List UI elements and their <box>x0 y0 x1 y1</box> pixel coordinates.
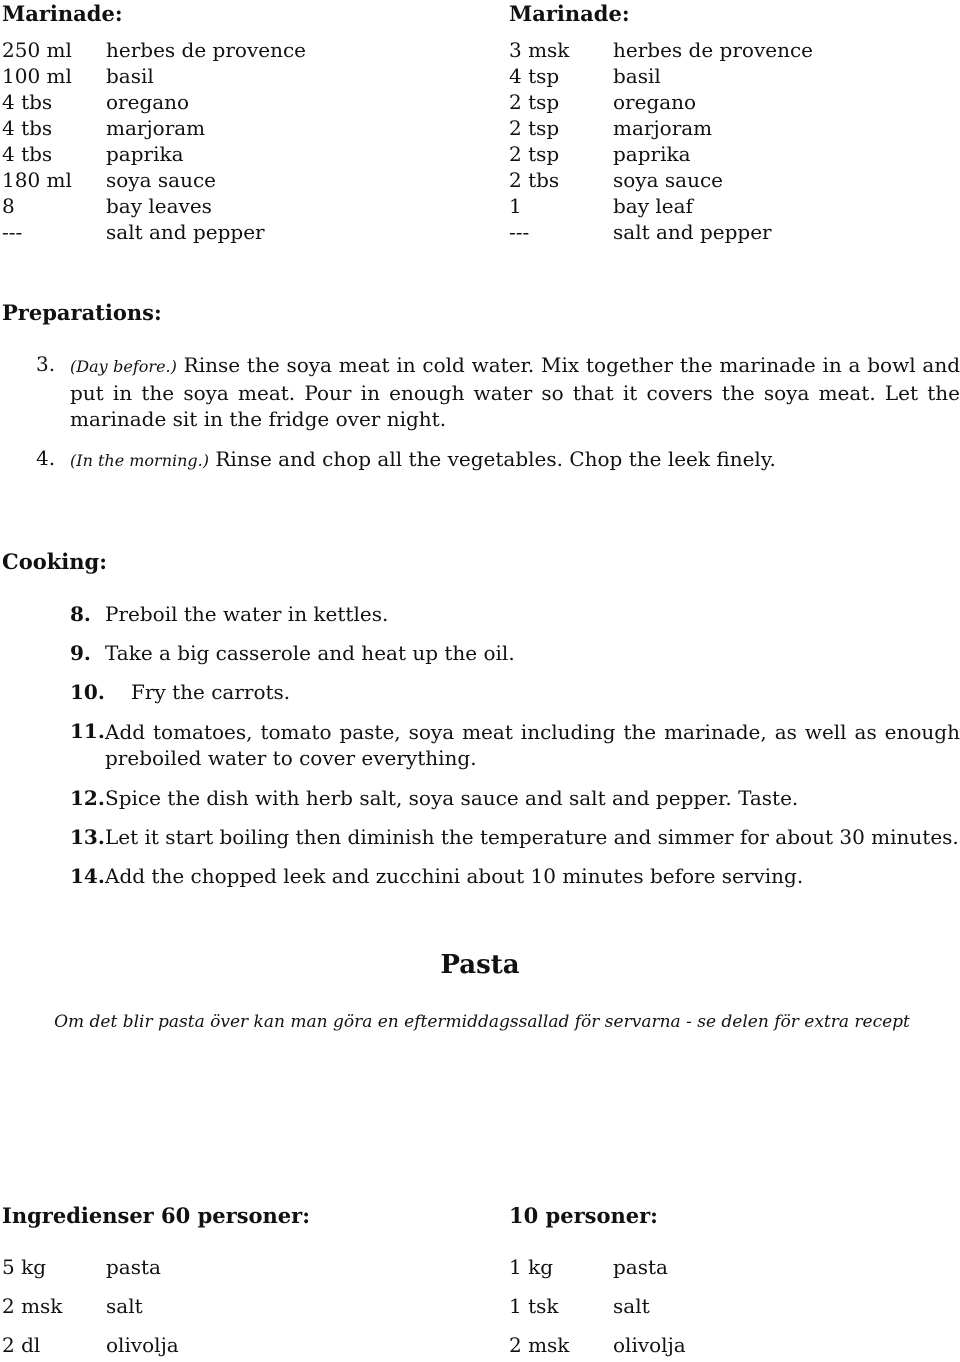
step-note: (Day before.) <box>70 357 177 376</box>
ingredient: pasta <box>613 1255 668 1279</box>
ingredient: soya sauce <box>106 168 216 192</box>
step-number: 3. <box>36 352 56 376</box>
cooking-step: Add tomatoes, tomato paste, soya meat including the marinade, as well as enough preboiled water to cover everything. <box>105 720 960 770</box>
cooking-step: Fry the carrots. <box>131 680 291 704</box>
cooking-step: Preboil the water in kettles. <box>105 602 389 626</box>
preparation-step <box>70 446 960 474</box>
ingredient: herbes de provence <box>106 38 306 62</box>
step-text: Rinse and chop all the vegetables. Chop the leek finely. <box>209 447 776 471</box>
quantity: 2 msk <box>509 1333 570 1357</box>
ingredient: oregano <box>106 90 190 114</box>
quantity: 3 msk <box>509 38 570 62</box>
cooking-heading: Cooking: <box>2 549 107 574</box>
quantity: 1 kg <box>509 1255 554 1279</box>
marinade-heading-left: Marinade: <box>2 1 123 26</box>
ingredient: salt <box>106 1294 143 1318</box>
cooking-step: Take a big casserole and heat up the oil. <box>105 641 515 665</box>
quantity: 2 tsp <box>509 142 560 166</box>
quantity: 4 tbs <box>2 142 53 166</box>
quantity: 1 <box>509 194 522 218</box>
quantity: 4 tsp <box>509 64 560 88</box>
marinade-heading-right: Marinade: <box>509 1 630 26</box>
quantity: 250 ml <box>2 38 72 62</box>
quantity: 4 tbs <box>2 116 53 140</box>
step-number: 14. <box>70 864 105 888</box>
quantity: --- <box>2 220 23 244</box>
quantity: 2 msk <box>2 1294 63 1318</box>
quantity: --- <box>509 220 530 244</box>
quantity: 180 ml <box>2 168 72 192</box>
quantity: 2 tsp <box>509 116 560 140</box>
ingredients-heading-right: 10 personer: <box>509 1203 658 1228</box>
step-number: 11. <box>70 719 105 743</box>
cooking-step: Let it start boiling then diminish the temperature and simmer for about 30 minutes. <box>105 825 959 849</box>
cooking-step: Add the chopped leek and zucchini about 10 minutes before serving. <box>105 864 804 888</box>
quantity: 5 kg <box>2 1255 47 1279</box>
ingredient: soya sauce <box>613 168 723 192</box>
quantity: 1 tsk <box>509 1294 559 1318</box>
step-number: 8. <box>70 602 91 626</box>
quantity: 100 ml <box>2 64 72 88</box>
ingredient: paprika <box>106 142 184 166</box>
ingredient: bay leaf <box>613 194 693 218</box>
ingredient: marjoram <box>106 116 206 140</box>
pasta-note: Om det blir pasta över kan man göra en eftermiddagssallad för servarna - se delen för extra recept <box>54 1012 910 1032</box>
ingredient: oregano <box>613 90 697 114</box>
quantity: 4 tbs <box>2 90 53 114</box>
step-number: 4. <box>36 446 56 470</box>
ingredient: marjoram <box>613 116 713 140</box>
ingredient: olivolja <box>106 1333 179 1357</box>
quantity: 2 tbs <box>509 168 560 192</box>
ingredient: bay leaves <box>106 194 212 218</box>
quantity: 8 <box>2 194 15 218</box>
ingredient: pasta <box>106 1255 161 1279</box>
ingredient: salt and pepper <box>613 220 772 244</box>
preparation-step <box>70 352 960 432</box>
step-number: 12. <box>70 786 105 810</box>
ingredient: salt and pepper <box>106 220 265 244</box>
ingredients-heading-left: Ingredienser 60 personer: <box>2 1203 310 1228</box>
step-number: 10. <box>70 680 105 704</box>
quantity: 2 tsp <box>509 90 560 114</box>
step-number: 13. <box>70 825 105 849</box>
pasta-title: Pasta <box>440 950 520 980</box>
ingredient: paprika <box>613 142 691 166</box>
step-note: (In the morning.) <box>70 451 209 470</box>
step-text: Rinse the soya meat in cold water. Mix together the marinade in a bowl and put in the soya meat. Pour in enough water so that it covers the soya meat. Let the marinade sit in the fridge over night. <box>70 353 960 431</box>
cooking-step: Spice the dish with herb salt, soya sauce and salt and pepper. Taste. <box>105 786 799 810</box>
ingredient: herbes de provence <box>613 38 813 62</box>
preparations-heading: Preparations: <box>2 300 162 325</box>
ingredient: salt <box>613 1294 650 1318</box>
ingredient: olivolja <box>613 1333 686 1357</box>
step-number: 9. <box>70 641 91 665</box>
ingredient: basil <box>106 64 154 88</box>
quantity: 2 dl <box>2 1333 41 1357</box>
ingredient: basil <box>613 64 661 88</box>
